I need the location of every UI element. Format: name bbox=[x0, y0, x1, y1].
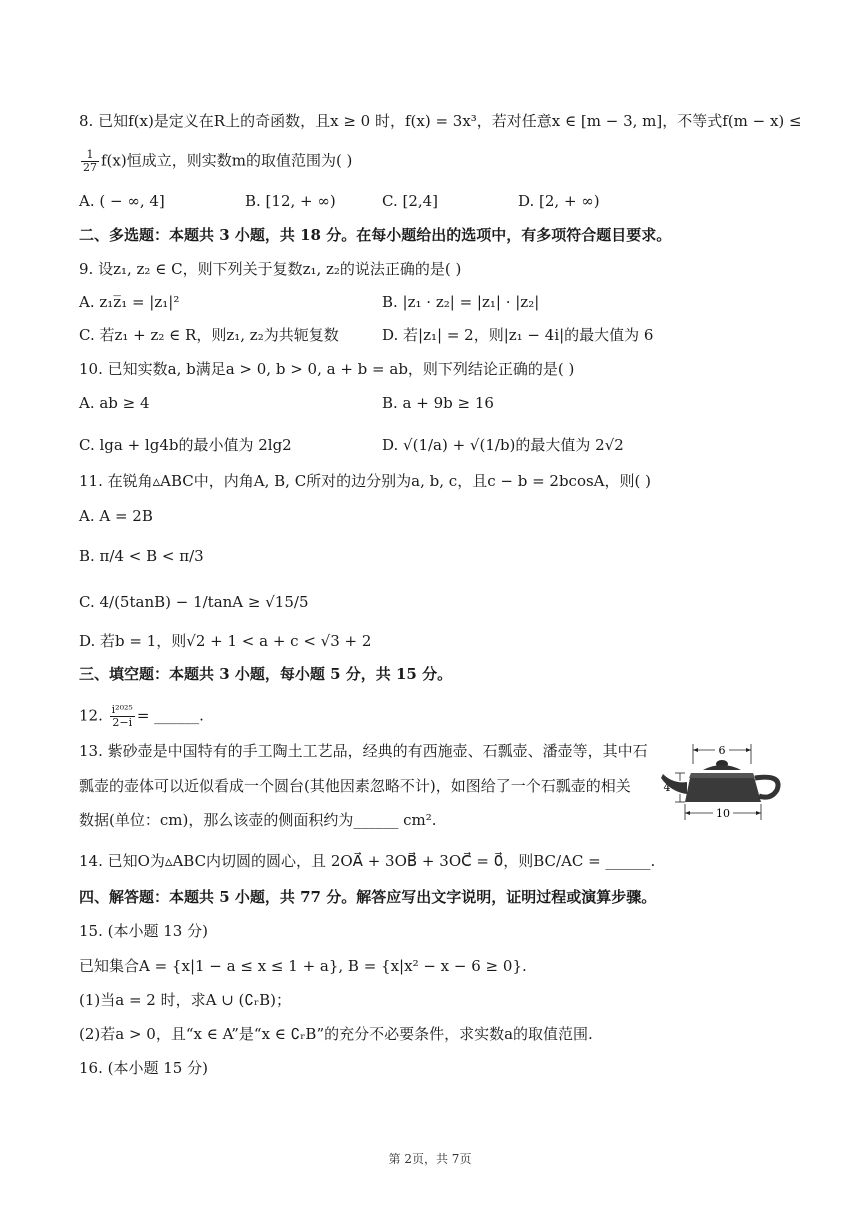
q12-fraction bbox=[110, 704, 135, 729]
q13-stem-line1: 13. 紫砂壶是中国特有的手工陶土工艺品，经典的有西施壶、石瓢壶、潘壶等，其中石 bbox=[79, 742, 648, 760]
q14-stem: 14. 已知O为▵ABC内切圆的圆心，且 2OA⃗ + 3OB⃗ + 3OC⃗ = 0⃗，则BC/AC = ______. bbox=[79, 852, 656, 870]
q11-option-d: D. 若b = 1，则√2 + 1 < a + c < √3 + 2 bbox=[79, 632, 372, 650]
q8-stem-line2 bbox=[79, 149, 352, 174]
q8-stem-line1: 8. 已知f(x)是定义在R上的奇函数，且x ≥ 0 时，f(x) = 3x³，若对任意x ∈ [m − 3, m]，不等式f(m − x) ≤ bbox=[79, 112, 802, 130]
q12-number: 12. bbox=[79, 706, 103, 725]
q12-answer-blank: = ______. bbox=[136, 706, 204, 725]
q9-option-b: B. |z₁ · z₂| = |z₁| · |z₂| bbox=[382, 293, 540, 311]
q8-option-b: B. [12, + ∞) bbox=[245, 192, 336, 210]
fraction-denominator: 2−i bbox=[112, 716, 133, 729]
q11-option-c: C. 4/(5tanB) − 1/tanA ≥ √15/5 bbox=[79, 593, 309, 611]
q15-part1: (1)当a = 2 时，求A ∪ (∁ᵣB)； bbox=[79, 991, 292, 1009]
teapot-figure bbox=[655, 740, 785, 826]
q13-stem-line2: 瓢壶的壶体可以近似看成一个圆台(其他因素忽略不计)，如图给了一个石瓢壶的相关 bbox=[79, 777, 631, 795]
q11-option-a: A. A = 2B bbox=[79, 507, 153, 525]
fraction-numerator: i²⁰²⁵ bbox=[111, 703, 133, 716]
page-footer: 第 2页，共 7页 bbox=[388, 1152, 472, 1166]
dimension-top: 6 bbox=[718, 744, 726, 757]
dimension-bottom: 10 bbox=[716, 807, 730, 820]
q8-option-d: D. [2, + ∞) bbox=[518, 192, 600, 210]
q9-option-c: C. 若z₁ + z₂ ∈ R，则z₁, z₂为共轭复数 bbox=[79, 326, 339, 344]
q9-option-d: D. 若|z₁| = 2，则|z₁ − 4i|的最大值为 6 bbox=[382, 326, 654, 344]
q8-option-c: C. [2,4] bbox=[382, 192, 439, 210]
q8-option-a: A. ( − ∞, 4] bbox=[79, 192, 165, 210]
q11-option-b: B. π/4 < B < π/3 bbox=[79, 547, 204, 565]
section-heading-fill-in: 三、填空题：本题共 3 小题，每小题 5 分，共 15 分。 bbox=[79, 665, 453, 683]
fraction-denominator: 27 bbox=[83, 161, 97, 174]
teapot-illustration bbox=[655, 740, 785, 822]
dimension-side: 4 bbox=[663, 781, 671, 794]
q13-stem-line3: 数据(单位：cm)，那么该壶的侧面积约为______ cm². bbox=[79, 811, 437, 829]
q12-stem bbox=[79, 704, 204, 729]
q10-option-c: C. lga + lg4b的最小值为 2lg2 bbox=[79, 436, 292, 454]
q10-stem: 10. 已知实数a, b满足a > 0, b > 0, a + b = ab，则下列结论正确的是( ) bbox=[79, 360, 575, 378]
q10-option-d: D. √(1/a) + √(1/b)的最大值为 2√2 bbox=[382, 436, 624, 454]
q10-option-b: B. a + 9b ≥ 16 bbox=[382, 394, 494, 412]
q10-option-a: A. ab ≥ 4 bbox=[79, 394, 150, 412]
q9-stem: 9. 设z₁, z₂ ∈ C，则下列关于复数z₁, z₂的说法正确的是( ) bbox=[79, 260, 462, 278]
q15-part2: (2)若a > 0，且“x ∈ A”是“x ∈ ∁ᵣB”的充分不必要条件，求实数a的取值范围. bbox=[79, 1025, 593, 1043]
q8-stem-line2-text: f(x)恒成立，则实数m的取值范围为( ) bbox=[101, 151, 353, 170]
q15-line1: 已知集合A = {x|1 − a ≤ x ≤ 1 + a}, B = {x|x² − x − 6 ≥ 0}. bbox=[79, 957, 527, 975]
q16-title: 16. (本小题 15 分) bbox=[79, 1059, 208, 1077]
q11-stem: 11. 在锐角▵ABC中，内角A, B, C所对的边分别为a, b, c，且c − b = 2bcosA，则( ) bbox=[79, 472, 651, 490]
section-heading-multiple-choice: 二、多选题：本题共 3 小题，共 18 分。在每小题给出的选项中，有多项符合题目要求。 bbox=[79, 226, 672, 244]
section-heading-solutions: 四、解答题：本题共 5 小题，共 77 分。解答应写出文字说明，证明过程或演算步骤。 bbox=[79, 888, 657, 906]
q15-title: 15. (本小题 13 分) bbox=[79, 922, 208, 940]
q9-option-a: A. z₁z̅₁ = |z₁|² bbox=[79, 293, 180, 311]
q8-fraction bbox=[81, 149, 99, 174]
fraction-numerator: 1 bbox=[81, 149, 99, 162]
